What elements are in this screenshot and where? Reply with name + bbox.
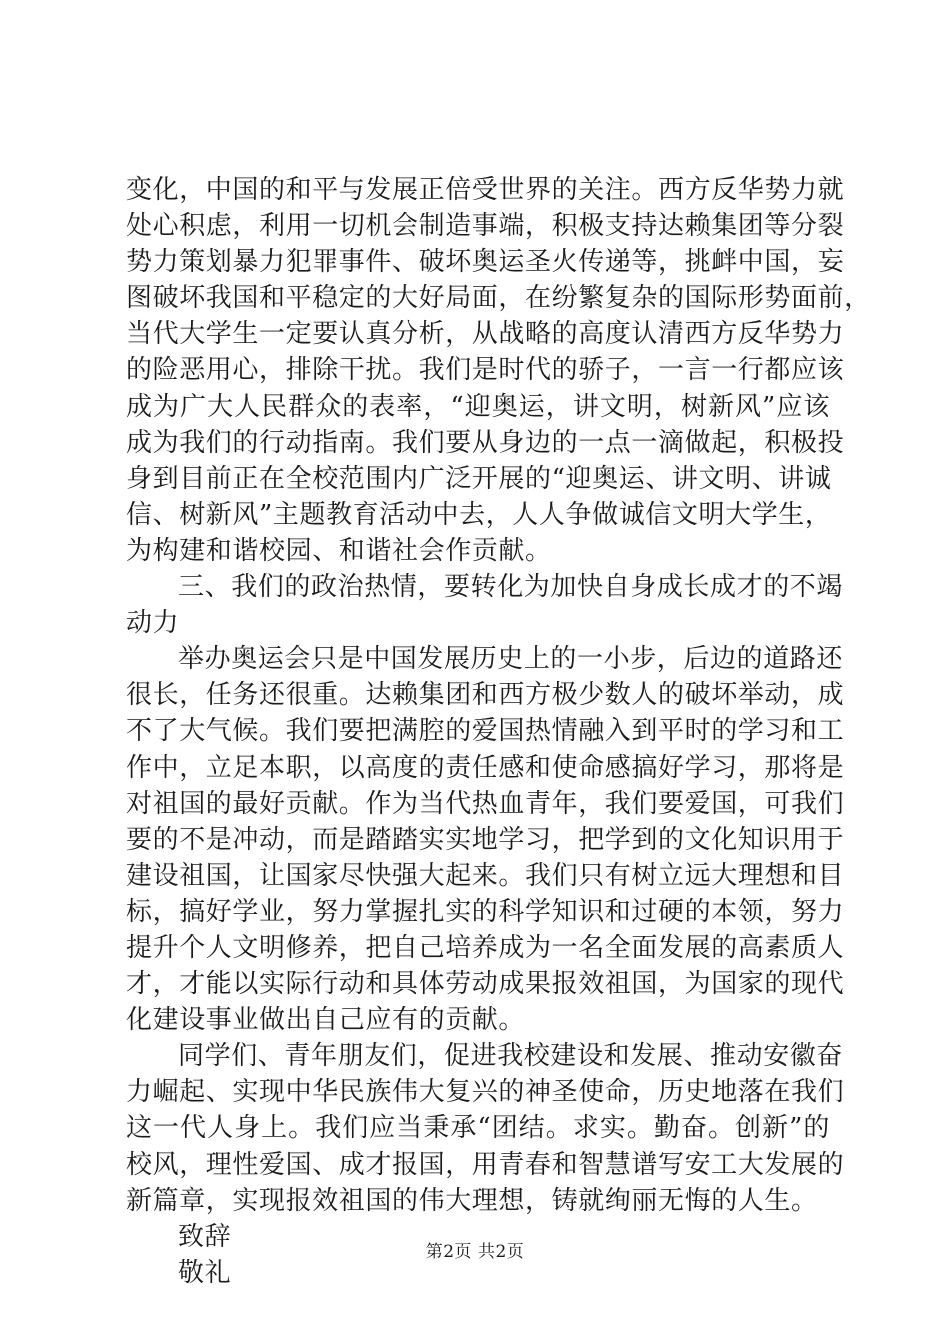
text-line: 建设祖国，让国家尽快强大起来。我们只有树立远大理想和目 — [126, 860, 845, 891]
text-line: 成为我们的行动指南。我们要从身边的一点一滴做起，积极投 — [126, 427, 845, 458]
text-line: 的险恶用心，排除干扰。我们是时代的骄子，一言一行都应该 — [126, 355, 845, 386]
text-line: 动力 — [126, 608, 180, 639]
text-line: 变化，中国的和平与发展正倍受世界的关注。西方反华势力就 — [126, 175, 845, 205]
text-line: 为构建和谐校园、和谐社会作贡献。 — [126, 535, 552, 566]
text-line: 对祖国的最好贡献。作为当代热血青年，我们要爱国，可我们 — [126, 788, 845, 819]
text-line: 要的不是冲动，而是踏踏实实地学习，把学到的文化知识用于 — [126, 824, 845, 855]
section-heading — [126, 569, 844, 641]
text-line: 作中，立足本职，以高度的责任感和使命感搞好学习，那将是 — [126, 752, 845, 783]
paragraph-3 — [126, 641, 845, 1038]
text-line: 校风，理性爱国、成才报国，用青春和智慧谱写安工大发展的 — [126, 1149, 845, 1180]
text-line: 成为广大人民群众的表率，“迎奥运，讲文明，树新风”应该 — [126, 391, 830, 422]
text-line: 势力策划暴力犯罪事件、破坏奥运圣火传递等，挑衅中国，妄 — [126, 247, 845, 278]
body-text — [126, 172, 871, 1291]
text-line: 标，搞好学业，努力掌握扎实的科学知识和过硬的本领，努力 — [126, 896, 845, 927]
text-line: 同学们、青年朋友们，促进我校建设和发展、推动安徽奋 — [178, 1041, 844, 1072]
text-line: 很长，任务还很重。达赖集团和西方极少数人的破坏举动，成 — [126, 680, 845, 711]
text-line: 信、树新风”主题教育活动中去，人人争做诚信文明大学生， — [126, 499, 832, 530]
text-line: 化建设事业做出自己应有的贡献。 — [126, 1005, 526, 1036]
closing-line: 致辞 — [178, 1221, 232, 1252]
text-line: 图破坏我国和平稳定的大好局面，在纷繁复杂的国际形势面前， — [126, 283, 871, 314]
text-line: 力崛起、实现中华民族伟大复兴的神圣使命，历史地落在我们 — [126, 1077, 845, 1108]
text-line: 这一代人身上。我们应当秉承“团结。求实。勤奋。创新”的 — [126, 1113, 830, 1144]
paragraph-4 — [126, 1038, 845, 1218]
text-line: 举办奥运会只是中国发展历史上的一小步，后边的道路还 — [178, 644, 844, 675]
closing-line: 敬礼 — [178, 1257, 232, 1288]
text-line: 当代大学生一定要认真分析，从战略的高度认清西方反华势力 — [126, 319, 845, 350]
text-line: 新篇章，实现报效祖国的伟大理想，铸就绚丽无悔的人生。 — [126, 1185, 818, 1216]
text-line: 才，才能以实际行动和具体劳动成果报效祖国，为国家的现代 — [126, 969, 845, 1000]
page-footer: 第2页 共2页 — [425, 1242, 525, 1262]
text-line: 处心积虑，利用一切机会制造事端，积极支持达赖集团等分裂 — [126, 211, 845, 242]
text-line: 三、我们的政治热情，要转化为加快自身成长成才的不竭 — [178, 572, 844, 603]
text-line: 不了大气候。我们要把满腔的爱国热情融入到平时的学习和工 — [126, 716, 845, 747]
text-line: 提升个人文明修养，把自己培养成为一名全面发展的高素质人 — [126, 932, 845, 963]
text-line: 身到目前正在全校范围内广泛开展的“迎奥运、讲文明、讲诚 — [126, 463, 832, 494]
paragraph-1 — [126, 172, 871, 569]
